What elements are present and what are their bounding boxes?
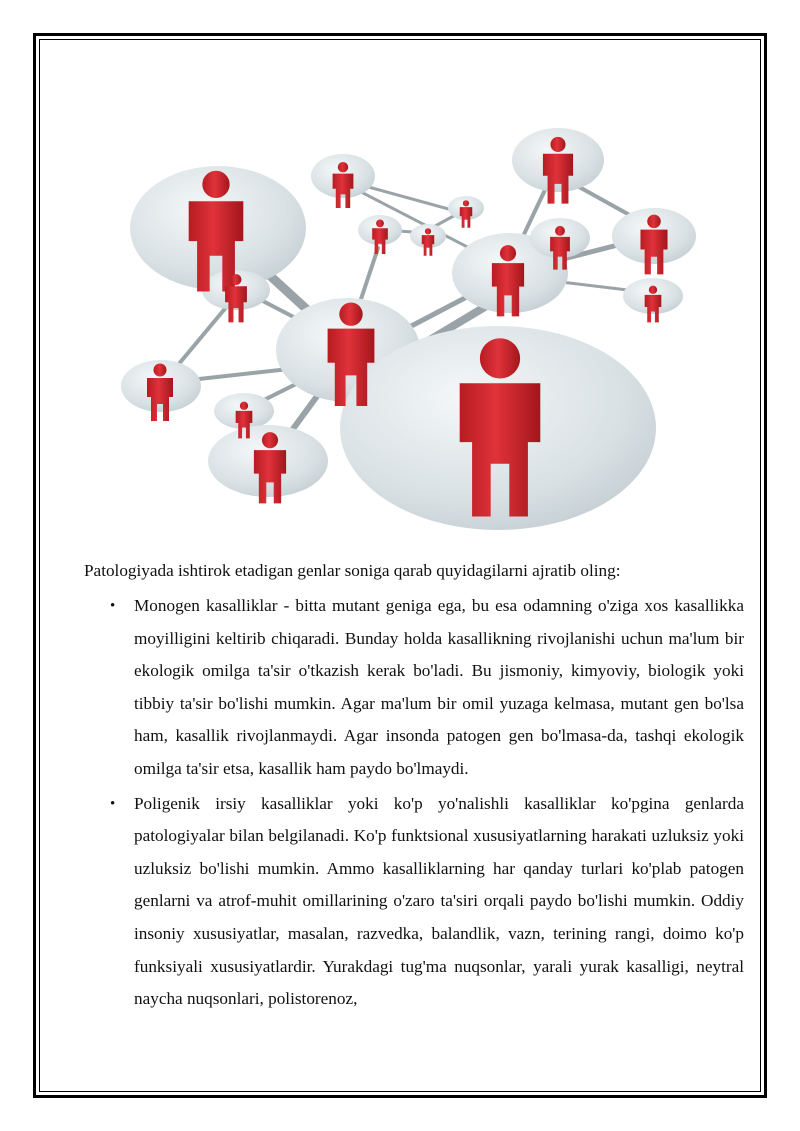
bullet-text: Poligenik irsiy kasalliklar yoki ko'p yo'nalishli kasalliklar ko'pgina genlarda patologiyalar bilan belgilanadi. Ko'p funktsional xususiyatlarning harakati uzluksiz yoki uzluksiz bo'lishi mumkin. Ammo kasalliklarning har qanday turlari ko'plab patogen genlarni va atrof-muhit omillarining o'zaro ta'siri orqali paydo bo'lishi mumkin. Oddiy insoniy xususiyatlar, masalan, razvedka, balandlik, vazn, terining rangi, doimo ko'p funksiyali xususiyatlardir. Yurakdagi tug'ma nuqsonlar, yarali yurak kasalligi, neytral naycha nuqsonlari, polistorenoz, — [134, 793, 744, 1009]
bullet-icon: • — [110, 795, 116, 812]
bullet-icon: • — [110, 598, 116, 614]
list-item — [84, 590, 744, 786]
people-network-icon — [108, 118, 730, 536]
intro-paragraph: Patologiyada ishtirok etadigan genlar soniga qarab quyidagilarni ajratib oling: — [84, 561, 621, 580]
list-item — [84, 788, 744, 1016]
bullet-list — [84, 590, 744, 1016]
bullet-text: Monogen kasalliklar - bitta mutant geniga ega, bu esa odamning o'ziga xos kasallikka moyilligini keltirib chiqaradi. Bunday holda kasallikning rivojlanishi uchun ma'lum bir ekologik omilga ta'sir o'tkazish kerak bo'ladi. Bu jismoniy, kimyoviy, biologik yoki tibbiy ta'sir bo'lishi mumkin. Agar ma'lum bir omil yuzaga kelmasa, mutant gen bo'lsa ham, kasallik rivojlanmaydi. Agar insonda patogen gen bo'lmasa-da, tashqi ekologik omilga ta'sir etsa, kasallik ham paydo bo'lmaydi. — [134, 596, 744, 778]
document-body — [84, 555, 744, 1018]
